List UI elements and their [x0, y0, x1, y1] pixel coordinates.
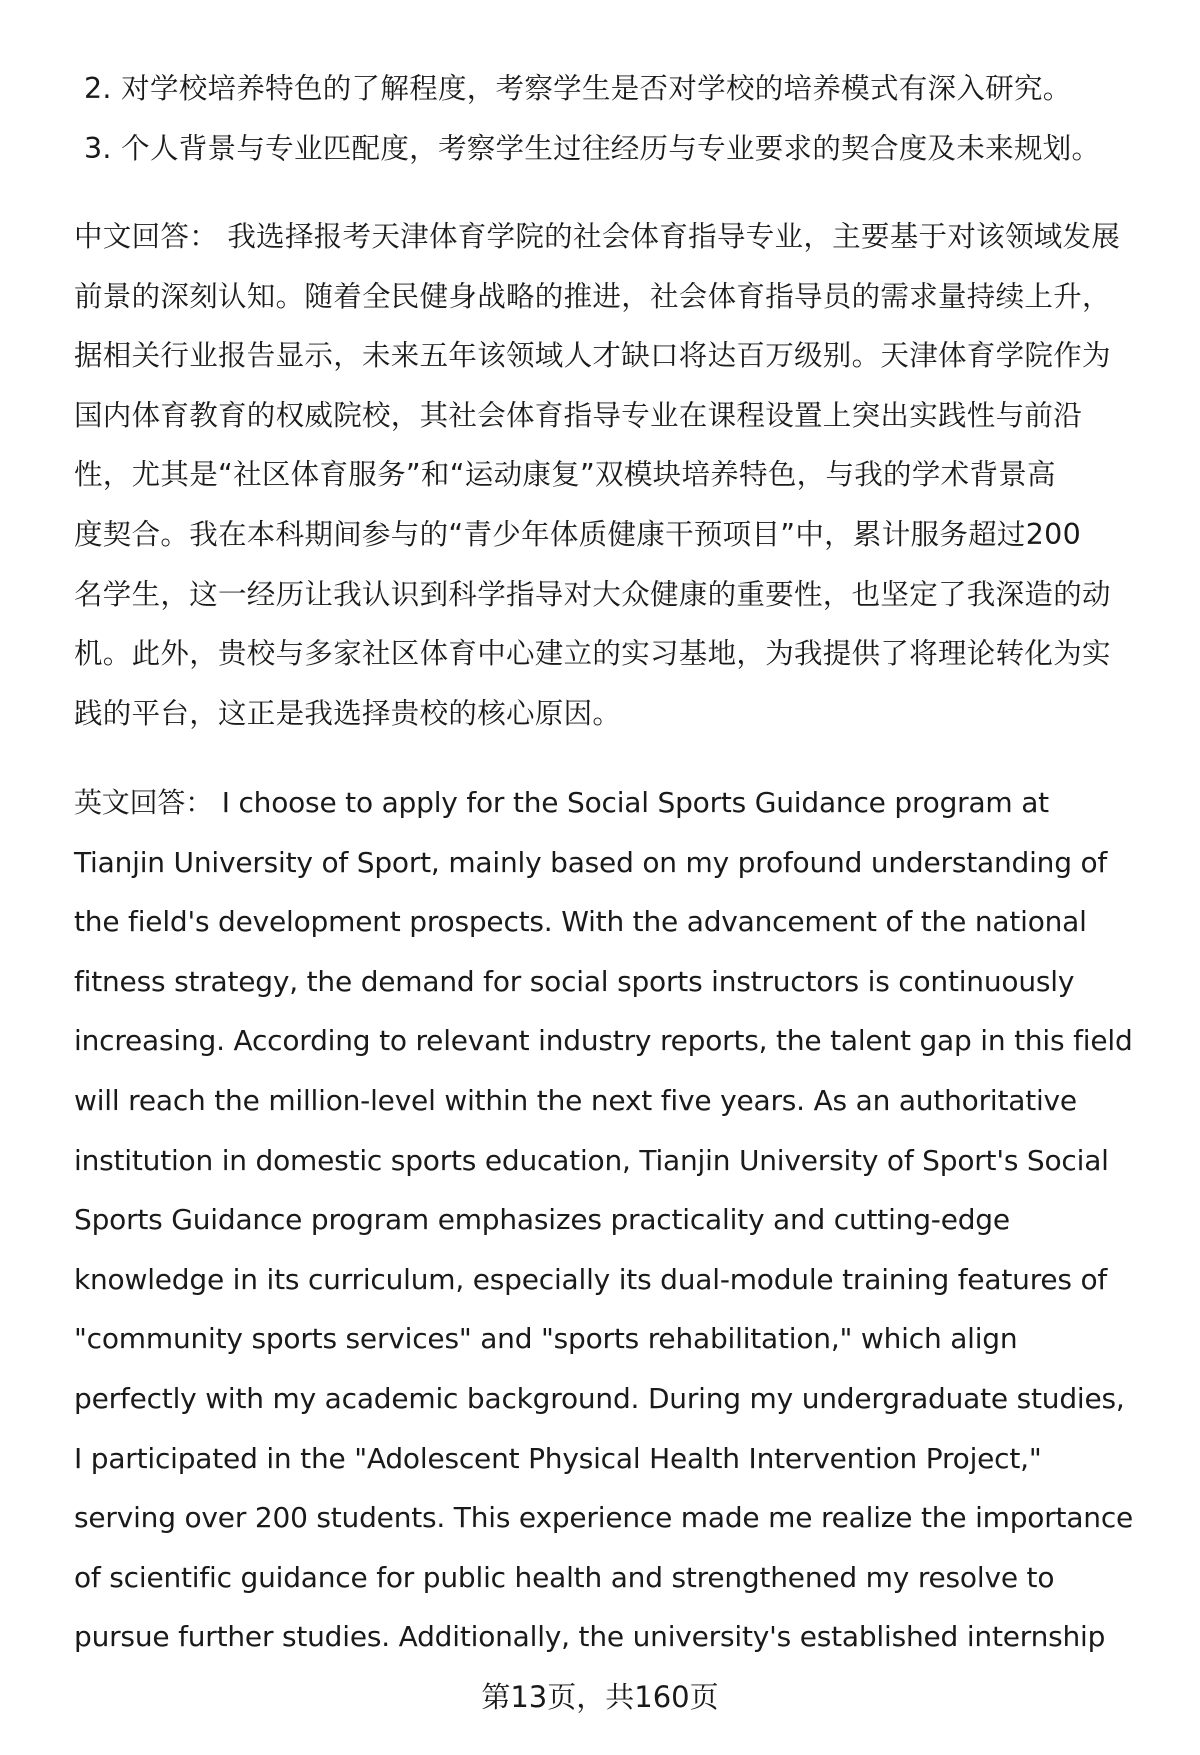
english-answer-line: pursue further studies. Additionally, the university's established internship: [74, 1620, 1106, 1654]
english-answer-line: "community sports services" and "sports rehabilitation," which align: [74, 1322, 1018, 1356]
list-item: 3. 个人背景与专业匹配度，考察学生过往经历与专业要求的契合度及未来规划。: [84, 131, 1101, 165]
english-answer-line: institution in domestic sports education, Tianjin University of Sport's Social: [74, 1143, 1109, 1177]
english-answer-line: increasing. According to relevant industry reports, the talent gap in this field: [74, 1024, 1133, 1058]
chinese-answer-line: 性，尤其是“社区体育服务”和“运动康复”双模块培养特色，与我的学术背景高: [74, 458, 1056, 492]
english-answer-line: of scientific guidance for public health and strengthened my resolve to: [74, 1560, 1055, 1594]
english-answer-line: 英文回答： I choose to apply for the Social Sports Guidance program at: [74, 786, 1049, 819]
chinese-answer-line: 机。此外，贵校与多家社区体育中心建立的实习基地，为我提供了将理论转化为实: [74, 637, 1111, 671]
english-answer-line: the field's development prospects. With the advancement of the national: [74, 905, 1087, 939]
english-answer-line: fitness strategy, the demand for social sports instructors is continuously: [74, 964, 1075, 998]
english-answer-line: Tianjin University of Sport, mainly based on my profound understanding of: [74, 845, 1108, 879]
english-answer-line: perfectly with my academic background. During my undergraduate studies,: [74, 1382, 1125, 1415]
english-answer-line: serving over 200 students. This experience made me realize the importance: [74, 1501, 1134, 1535]
chinese-answer-line: 中文回答： 我选择报考天津体育学院的社会体育指导专业，主要基于对该领域发展: [74, 220, 1121, 253]
english-answer-line: will reach the million-level within the next five years. As an authoritative: [74, 1084, 1077, 1117]
chinese-answer-line: 前景的深刻认知。随着全民健身战略的推进，社会体育指导员的需求量持续上升，: [74, 279, 1111, 313]
chinese-answer-line: 国内体育教育的权威院校，其社会体育指导专业在课程设置上突出实践性与前沿: [74, 398, 1083, 432]
english-answer-line: Sports Guidance program emphasizes practicality and cutting-edge: [74, 1203, 1010, 1237]
chinese-answer-line: 度契合。我在本科期间参与的“青少年体质健康干预项目”中，累计服务超过200: [74, 518, 1082, 551]
english-answer-line: knowledge in its curriculum, especially its dual-module training features of: [74, 1262, 1108, 1296]
chinese-answer-line: 据相关行业报告显示，未来五年该领域人才缺口将达百万级别。天津体育学院作为: [74, 339, 1111, 373]
page-number: 第13页，共160页: [481, 1680, 719, 1714]
chinese-answer-line: 名学生，这一经历让我认识到科学指导对大众健康的重要性，也坚定了我深造的动: [74, 577, 1111, 611]
chinese-answer-line: 践的平台，这正是我选择贵校的核心原因。: [74, 696, 622, 730]
list-item: 2. 对学校培养特色的了解程度，考察学生是否对学校的培养模式有深入研究。: [84, 72, 1072, 105]
english-answer-line: I participated in the "Adolescent Physical Health Intervention Project,": [74, 1441, 1042, 1475]
